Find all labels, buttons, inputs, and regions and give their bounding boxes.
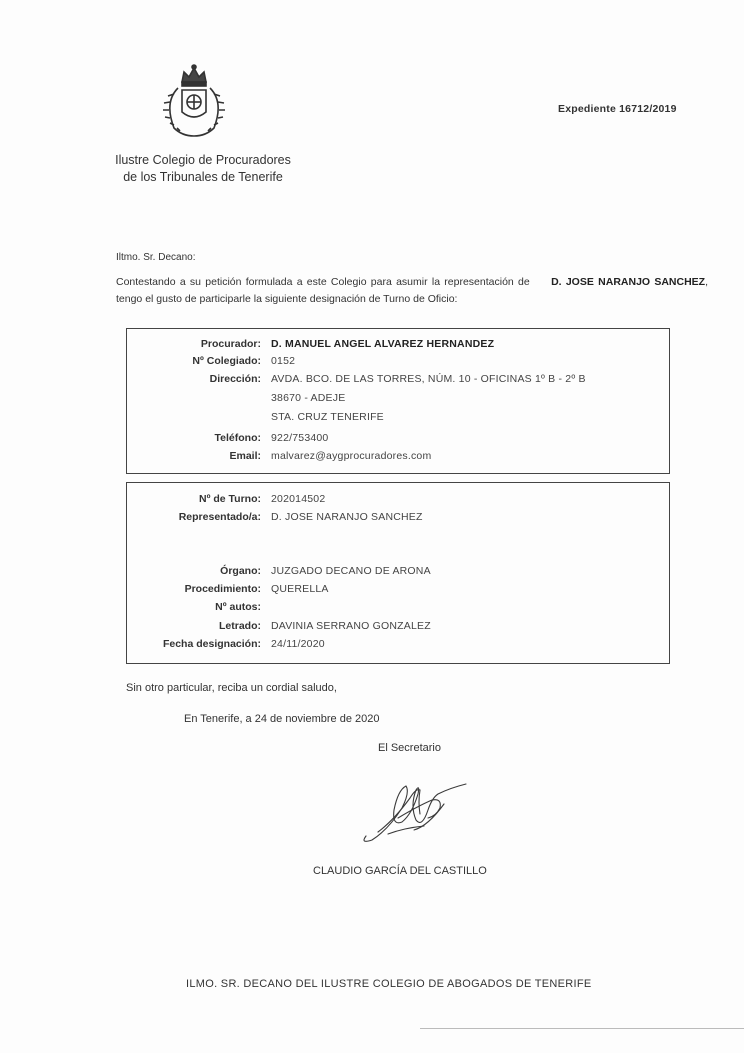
intro-name-part2: NARANJO SANCHEZ <box>598 276 706 288</box>
letrado-label: Letrado: <box>219 620 261 632</box>
colegiado-value: 0152 <box>271 355 296 367</box>
fecha-value: 24/11/2020 <box>271 638 325 650</box>
autos-label: Nº autos: <box>215 601 261 613</box>
intro-name-part1: D. JOSE <box>551 276 594 288</box>
colegiado-label: Nº Colegiado: <box>192 355 261 367</box>
direccion-line3: STA. CRUZ TENERIFE <box>271 411 384 423</box>
fecha-row <box>127 638 669 656</box>
direccion-row-2 <box>127 392 669 410</box>
closing-farewell: Sin otro particular, reciba un cordial saludo, <box>126 682 337 694</box>
procurador-value: D. MANUEL ANGEL ALVAREZ HERNANDEZ <box>271 338 495 350</box>
procurador-row <box>127 338 669 356</box>
recipient-footer: ILMO. SR. DECANO DEL ILUSTRE COLEGIO DE ABOGADOS DE TENERIFE <box>186 978 592 990</box>
autos-row <box>127 601 669 619</box>
turno-value: 202014502 <box>271 493 326 505</box>
procedimiento-row <box>127 583 669 601</box>
intro-paragraph <box>116 274 708 308</box>
telefono-label: Teléfono: <box>214 432 261 444</box>
organo-row <box>127 565 669 583</box>
procurador-label: Procurador: <box>200 338 261 350</box>
turno-details-box <box>126 482 670 664</box>
representado-value: D. JOSE NARANJO SANCHEZ <box>271 511 423 523</box>
college-name-line2: de los Tribunales de Tenerife <box>123 170 283 184</box>
expediente-number: Expediente 16712/2019 <box>558 103 677 115</box>
letrado-row <box>127 620 669 638</box>
procurador-details-box <box>126 328 670 474</box>
representado-row <box>127 511 669 529</box>
college-crest-logo <box>152 62 236 146</box>
college-name-line1: Ilustre Colegio de Procuradores <box>115 153 291 167</box>
signer-name: CLAUDIO GARCÍA DEL CASTILLO <box>313 865 487 877</box>
telefono-value: 922/753400 <box>271 432 329 444</box>
telefono-row <box>127 432 669 450</box>
organo-value: JUZGADO DECANO DE ARONA <box>271 565 431 577</box>
turno-label: Nº de Turno: <box>199 493 261 505</box>
direccion-row <box>127 373 669 391</box>
organo-label: Órgano: <box>220 565 261 577</box>
handwritten-signature <box>358 770 478 850</box>
salutation: Iltmo. Sr. Decano: <box>116 252 196 263</box>
signer-title: El Secretario <box>378 742 441 754</box>
intro-text: Contestando a su petición formulada a este Colegio para asumir la representación de <box>116 276 530 288</box>
procedimiento-value: QUERELLA <box>271 583 329 595</box>
place-date: En Tenerife, a 24 de noviembre de 2020 <box>184 713 380 725</box>
email-row <box>127 450 669 468</box>
intro-tail: , tengo el gusto de participarle la siguiente designación de Turno de Oficio: <box>116 276 709 305</box>
email-label: Email: <box>229 450 261 462</box>
letrado-value: DAVINIA SERRANO GONZALEZ <box>271 620 431 632</box>
direccion-line1: AVDA. BCO. DE LAS TORRES, NÚM. 10 - OFICINAS 1º B - 2º B <box>271 373 586 385</box>
footer-divider <box>420 1028 744 1029</box>
turno-row <box>127 493 669 511</box>
college-name <box>108 152 298 186</box>
direccion-label: Dirección: <box>209 373 261 385</box>
colegiado-row <box>127 355 669 373</box>
representado-label: Representado/a: <box>178 511 261 523</box>
email-value: malvarez@aygprocuradores.com <box>271 450 432 462</box>
direccion-row-3 <box>127 411 669 429</box>
procedimiento-label: Procedimiento: <box>184 583 261 595</box>
fecha-label: Fecha designación: <box>162 638 261 650</box>
direccion-line2: 38670 - ADEJE <box>271 392 346 404</box>
